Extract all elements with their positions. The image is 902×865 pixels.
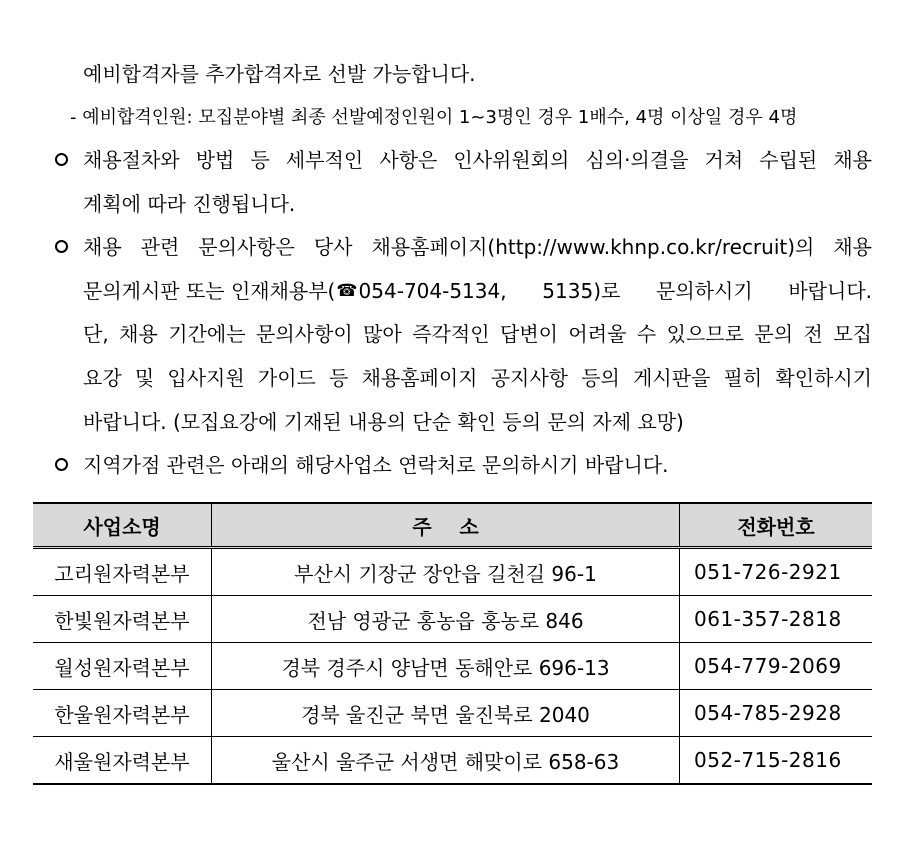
circle-bullet-icon	[55, 153, 68, 166]
phone-cell: 051-726-2921	[680, 548, 873, 596]
header-address: 주 소	[212, 503, 680, 548]
circle-bullet-icon	[55, 240, 68, 253]
table-row	[33, 596, 872, 643]
telephone-icon: ☎	[336, 281, 358, 301]
phone-cell: 054-779-2069	[680, 643, 873, 690]
phone-cell: 054-785-2928	[680, 690, 873, 737]
header-office-name: 사업소명	[33, 503, 212, 548]
phone-cell: 061-357-2818	[680, 596, 873, 643]
paragraph-text: 계획에 따라 진행됩니다.	[83, 192, 296, 216]
paragraph-text: 바랍니다. (모집요강에 기재된 내용의 단순 확인 등의 문의 자제 요망)	[83, 410, 684, 434]
circle-bullet-icon	[55, 458, 68, 471]
office-name-cell: 고리원자력본부	[33, 548, 212, 596]
office-name-cell: 월성원자력본부	[33, 643, 212, 690]
paragraph-text: 054-704-5134, 5135)로 문의하시기 바랍니다.	[358, 279, 872, 303]
office-contact-table	[33, 502, 872, 785]
paragraph-text: 채용절차와 방법 등 세부적인 사항은 인사위원회의 심의·의결을 거쳐 수립된 채용	[83, 148, 872, 172]
paragraph-line-with-phone	[83, 278, 872, 304]
address-cell: 부산시 기장군 장안읍 길천길 96-1	[212, 548, 680, 596]
phone-cell: 052-715-2816	[680, 737, 873, 785]
address-cell: 경북 울진군 북면 울진북로 2040	[212, 690, 680, 737]
address-cell: 경북 경주시 양남면 동해안로 696-13	[212, 643, 680, 690]
office-name-cell: 한빛원자력본부	[33, 596, 212, 643]
paragraph-text: 채용 관련 문의사항은 당사 채용홈페이지(http://www.khnp.co.kr/recruit)의 채용	[83, 235, 872, 259]
address-cell: 전남 영광군 홍농읍 홍농로 846	[212, 596, 680, 643]
office-name-cell: 한울원자력본부	[33, 690, 212, 737]
note-text: - 예비합격인원: 모집분야별 최종 선발예정인원이 1~3명인 경우 1배수, 4명 이상일 경우 4명	[70, 107, 798, 128]
paragraph-text: 요강 및 입사지원 가이드 등 채용홈페이지 공지사항 등의 게시판을 필히 확인하시기	[83, 366, 872, 390]
table-row	[33, 737, 872, 785]
paragraph-text: 지역가점 관련은 아래의 해당사업소 연락처로 문의하시기 바랍니다.	[83, 453, 669, 477]
table-header-row	[33, 503, 872, 548]
table-row	[33, 643, 872, 690]
table-row	[33, 548, 872, 596]
paragraph-text: 문의게시판 또는 인재채용부(	[83, 279, 336, 303]
address-cell: 울산시 울주군 서생면 해맞이로 658-63	[212, 737, 680, 785]
paragraph-text: 단, 채용 기간에는 문의사항이 많아 즉각적인 답변이 어려울 수 있으므로 문의 전 모집	[83, 322, 872, 346]
header-phone: 전화번호	[680, 503, 873, 548]
office-name-cell: 새울원자력본부	[33, 737, 212, 785]
table-row	[33, 690, 872, 737]
paragraph-text: 예비합격자를 추가합격자로 선발 가능합니다.	[83, 62, 476, 86]
